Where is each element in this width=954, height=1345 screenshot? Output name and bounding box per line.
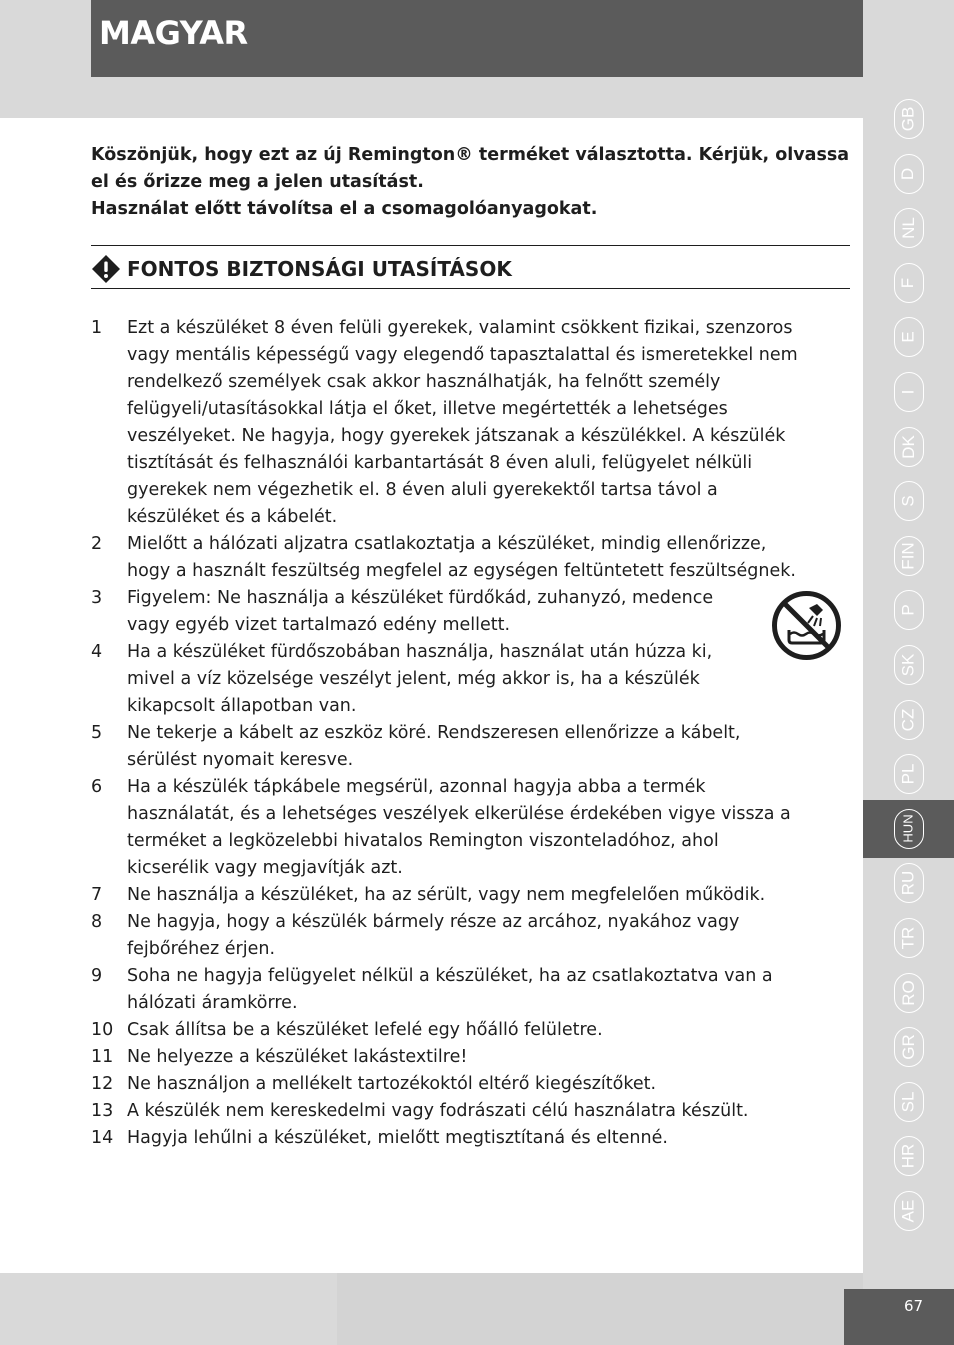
list-item <box>91 531 861 585</box>
language-tab-sk[interactable] <box>863 636 954 694</box>
section-top-rule <box>91 245 850 246</box>
item-text-line: Ha a készüléket fürdőszobában használja, használat után húzza ki, <box>127 642 713 662</box>
language-badge <box>894 918 924 958</box>
language-code: SK <box>898 653 918 677</box>
item-text-line: Ne használja a készüléket, ha az sérült, vagy nem megfelelően működik. <box>127 885 766 905</box>
language-badge <box>894 700 924 740</box>
page-number-box <box>844 1289 954 1345</box>
list-item <box>91 1071 861 1098</box>
list-item <box>91 315 861 531</box>
language-tab-dk[interactable] <box>863 418 954 476</box>
language-badge <box>894 208 924 248</box>
item-text-line: Mielőtt a hálózati aljzatra csatlakoztatja a készüléket, mindig ellenőrizze, <box>127 534 767 554</box>
item-text-line: Figyelem: Ne használja a készüléket fürdőkád, zuhanyzó, medence <box>127 588 714 608</box>
language-code: P <box>898 604 918 617</box>
language-tab-f[interactable] <box>863 254 954 312</box>
language-code: RU <box>898 871 918 896</box>
language-code: D <box>898 167 918 180</box>
intro-line: el és őrizze meg a jelen utasítást. <box>91 172 424 192</box>
list-item <box>91 1017 861 1044</box>
language-tab-pl[interactable] <box>863 745 954 803</box>
language-badge <box>894 1027 924 1067</box>
item-text-line: Ne hagyja, hogy a készülék bármely része az arcához, nyakához vagy <box>127 912 740 932</box>
language-code: S <box>898 495 918 507</box>
list-item <box>91 882 861 909</box>
language-tab-fin[interactable] <box>863 527 954 585</box>
language-code: F <box>898 277 918 288</box>
item-number: 3 <box>91 588 103 608</box>
item-text-line: A készülék nem kereskedelmi vagy fodrászati célú használatra készült. <box>127 1101 749 1121</box>
item-number: 12 <box>91 1074 114 1094</box>
language-code: CZ <box>898 708 918 731</box>
language-tab-p[interactable] <box>863 581 954 639</box>
language-tab-d[interactable] <box>863 145 954 203</box>
item-number: 10 <box>91 1020 114 1040</box>
section-heading <box>91 254 512 284</box>
language-code: TR <box>898 926 918 950</box>
language-badge <box>894 1082 924 1122</box>
header-bar <box>91 0 863 77</box>
language-tab-gb[interactable] <box>863 90 954 148</box>
intro-line: Köszönjük, hogy ezt az új Remington® terméket választotta. Kérjük, olvassa <box>91 145 850 165</box>
footer-band <box>337 1273 863 1345</box>
item-number: 14 <box>91 1128 114 1148</box>
item-text-line: kikapcsolt állapotban van. <box>127 696 357 716</box>
list-item <box>91 720 861 774</box>
section-title: FONTOS BIZTONSÁGI UTASÍTÁSOK <box>127 257 512 281</box>
language-code: HUN <box>901 814 917 843</box>
item-text-line: Ha a készülék tápkábele megsérül, azonnal hagyja abba a termék <box>127 777 706 797</box>
list-item <box>91 639 861 720</box>
language-code: NL <box>898 217 918 240</box>
item-number: 6 <box>91 777 103 797</box>
language-tab-gr[interactable] <box>863 1018 954 1076</box>
language-code: SL <box>898 1091 918 1113</box>
language-tab-hun[interactable] <box>863 800 954 858</box>
item-text-line: Hagyja lehűlni a készüléket, mielőtt megtisztítaná és eltenné. <box>127 1128 668 1148</box>
language-badge <box>894 481 924 521</box>
language-code: PL <box>898 763 918 785</box>
language-code: E <box>898 331 918 344</box>
item-text-line: Csak állítsa be a készüléket lefelé egy hőálló felületre. <box>127 1020 603 1040</box>
language-badge <box>894 754 924 794</box>
item-text-line: terméket a legközelebbi hivatalos Remington viszonteladóhoz, ahol <box>127 831 719 851</box>
language-code: AE <box>898 1199 918 1223</box>
language-code: GR <box>898 1034 918 1060</box>
item-text-line: rendelkező személyek csak akkor használhatják, ha felnőtt személy <box>127 372 721 392</box>
language-badge <box>894 372 924 412</box>
language-tab-s[interactable] <box>863 472 954 530</box>
language-tab-hr[interactable] <box>863 1127 954 1185</box>
language-tab-nl[interactable] <box>863 199 954 257</box>
item-text-line: vagy mentális képességű vagy elegendő tapasztalattal és ismeretekkel nem <box>127 345 798 365</box>
language-tab-tr[interactable] <box>863 909 954 967</box>
item-number: 9 <box>91 966 103 986</box>
item-text-line: használatát, és a lehetséges veszélyek elkerülése érdekében vigye vissza a <box>127 804 791 824</box>
item-text-line: vagy egyéb vizet tartalmazó edény mellett. <box>127 615 511 635</box>
language-tab-sl[interactable] <box>863 1073 954 1131</box>
language-tab-e[interactable] <box>863 308 954 366</box>
item-text-line: hogy a használt feszültség megfelel az egységen feltüntetett feszültségnek. <box>127 561 796 581</box>
list-item <box>91 1125 861 1152</box>
language-code: HR <box>898 1144 918 1169</box>
item-text-line: Soha ne hagyja felügyelet nélkül a készüléket, ha az csatlakoztatva van a <box>127 966 773 986</box>
language-code: RO <box>898 979 918 1006</box>
item-number: 5 <box>91 723 103 743</box>
language-badge <box>894 973 924 1013</box>
language-badge <box>894 863 924 903</box>
language-badge <box>894 154 924 194</box>
item-text-line: felügyeli/utasításokkal látja el őket, illetve megértették a lehetséges <box>127 399 728 419</box>
item-text-line: Ezt a készüléket 8 éven felüli gyerekek, valamint csökkent fizikai, szenzoros <box>127 318 793 338</box>
language-tab-ro[interactable] <box>863 964 954 1022</box>
list-item <box>91 1098 861 1125</box>
instruction-list <box>91 315 861 1152</box>
list-item <box>91 774 861 882</box>
language-code: I <box>898 389 918 395</box>
section-bottom-rule <box>91 288 850 289</box>
language-badge <box>894 99 924 139</box>
language-badge <box>894 809 924 849</box>
intro-text <box>91 142 851 223</box>
page-title: MAGYAR <box>99 14 248 52</box>
item-text-line: mivel a víz közelsége veszélyt jelent, még akkor is, ha a készülék <box>127 669 700 689</box>
language-badge <box>894 263 924 303</box>
item-number: 11 <box>91 1047 114 1067</box>
no-bath-icon <box>771 590 842 661</box>
intro-line: Használat előtt távolítsa el a csomagolóanyagokat. <box>91 199 598 219</box>
list-item <box>91 1044 861 1071</box>
language-badge <box>894 1136 924 1176</box>
language-badge <box>894 536 924 576</box>
item-number: 7 <box>91 885 103 905</box>
page-number: 67 <box>904 1297 924 1315</box>
item-text-line: veszélyeket. Ne hagyja, hogy gyerekek játszanak a készülékkel. A készülék <box>127 426 786 446</box>
language-tab-ae[interactable] <box>863 1182 954 1240</box>
item-text-line: kicserélik vagy megjavítják azt. <box>127 858 403 878</box>
item-text-line: gyerekek nem végezhetik el. 8 éven aluli gyerekektől tartsa távol a <box>127 480 718 500</box>
item-text-line: hálózati áramkörre. <box>127 993 298 1013</box>
item-text-line: fejbőréhez érjen. <box>127 939 276 959</box>
item-text-line: Ne helyezze a készüléket lakástextilre! <box>127 1047 468 1067</box>
language-badge <box>894 590 924 630</box>
item-number: 1 <box>91 318 103 338</box>
item-number: 8 <box>91 912 103 932</box>
language-badge <box>894 1191 924 1231</box>
language-code: GB <box>898 106 918 132</box>
item-number: 13 <box>91 1101 114 1121</box>
language-code: FIN <box>898 542 918 570</box>
item-text-line: Ne tekerje a kábelt az eszköz köré. Rendszeresen ellenőrizze a kábelt, <box>127 723 741 743</box>
list-item <box>91 963 861 1017</box>
item-number: 2 <box>91 534 103 554</box>
language-tab-cz[interactable] <box>863 691 954 749</box>
item-text-line: Ne használjon a mellékelt tartozékoktól eltérő kiegészítőket. <box>127 1074 657 1094</box>
list-item <box>91 585 861 639</box>
language-tabs <box>863 90 954 1240</box>
item-text-line: készüléket és a kábelét. <box>127 507 338 527</box>
item-text-line: tisztítását és felhasználói karbantartását 8 éven aluli, felügyelet nélküli <box>127 453 753 473</box>
warning-icon <box>91 254 121 284</box>
language-tab-ru[interactable] <box>863 854 954 912</box>
language-tab-i[interactable] <box>863 363 954 421</box>
language-badge <box>894 427 924 467</box>
list-item <box>91 909 861 963</box>
item-text-line: sérülést nyomait keresve. <box>127 750 354 770</box>
language-badge <box>894 317 924 357</box>
language-badge <box>894 645 924 685</box>
language-code: DK <box>898 434 918 459</box>
item-number: 4 <box>91 642 103 662</box>
